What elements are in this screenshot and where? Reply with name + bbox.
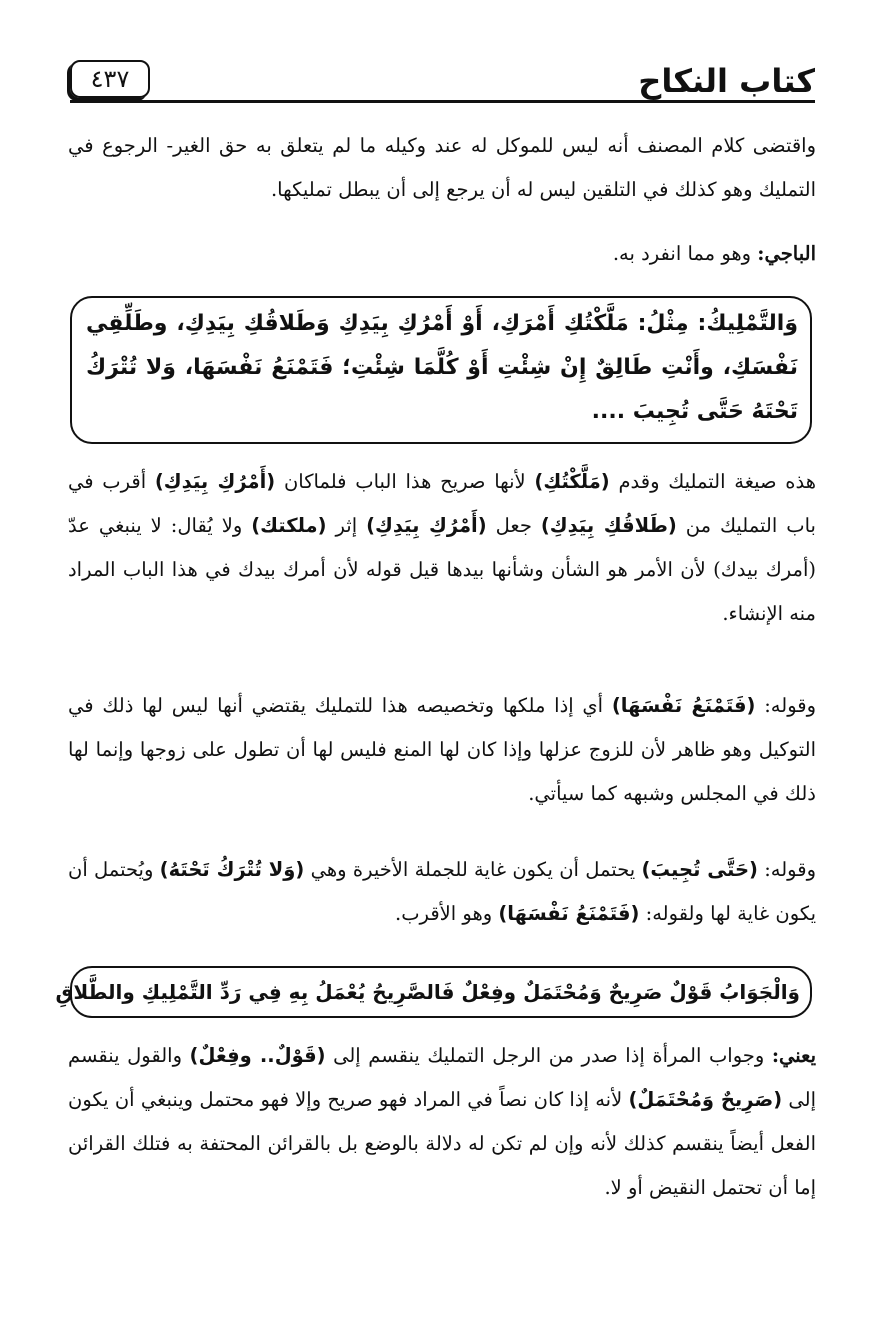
text: أقرب في باب التمليك من xyxy=(68,470,816,537)
quoted-term: (طَلاقُكِ بِيَدِكِ) xyxy=(540,514,677,537)
quoted-term: (حَتَّى تُجِيبَ) xyxy=(641,858,758,881)
text: وجواب المرأة إذا صدر من الرجل التمليك ينقسم إلى xyxy=(325,1044,772,1067)
text: يحتمل أن يكون غاية للجملة الأخيرة وهي xyxy=(304,858,642,881)
paragraph-1: واقتضى كلام المصنف أنه ليس للموكل له عند وكيله ما لم يتعلق به حق الغير- الرجوع في التمليك وهو كذلك في التلقين ليس له أن يرجع إلى أن يبطل تمليكها. xyxy=(68,134,816,201)
text: وقوله: xyxy=(755,694,817,717)
book-title: كتاب النكاح xyxy=(638,62,815,100)
paragraph-6 xyxy=(68,1034,816,1210)
quoted-term: (فَتَمْنَعُ نَفْسَهَا) xyxy=(498,902,640,925)
text: جعل xyxy=(486,514,541,537)
paragraph-2 xyxy=(68,232,816,276)
text: أي إذا ملكها وتخصيصه هذا للتمليك يقتضي أنها ليس لها ذلك في التوكيل وهو ظاهر لأن للزوج عزلها وإذا كان لها المنع فليس لها أن تطول على زوجها وإنما لها ذلك في المجلس وشبهه كما سيأتي. xyxy=(68,694,816,805)
page-number: ٤٣٧ xyxy=(70,60,150,98)
quoted-term: (أَمْرُكِ بِيَدِكِ) xyxy=(154,470,276,493)
matn-box-1-text: وَالتَّمْلِيكُ: مِثْلُ: مَلَّكْتُكِ أَمْرَكِ، أَوْ أَمْرُكِ بِيَدِكِ وَطَلاقُكِ بِيَدِكِ، وطَلِّقِي نَفْسَكِ، وأَنْتِ طَالِقٌ إِنْ شِئْتِ أَوْ كُلَّمَا شِئْتِ؛ فَتَمْنَعُ نَفْسَهَا، وَلا تُتْرَكُ تَحْتَهُ حَتَّى تُجِيبَ .... xyxy=(86,311,798,424)
text: وقوله: xyxy=(757,858,816,881)
text: هذه صيغة التمليك وقدم xyxy=(609,470,817,493)
header-rule xyxy=(70,100,815,103)
matn-box-2-text: وَالْجَوَابُ قَوْلٌ صَرِيحٌ وَمُحْتَمَلٌ وفِعْلٌ فَالصَّرِيحُ يُعْمَلُ بِهِ فِي رَدِّ التَّمْلِيكِ والطَّلاقِ xyxy=(55,980,800,1004)
matn-box-2 xyxy=(55,966,812,1018)
explanation-label: يعني: xyxy=(771,1044,816,1067)
matn-box-1 xyxy=(70,296,812,444)
quoted-term: (وَلا تُتْرَكُ تَحْتَهُ) xyxy=(159,858,305,881)
quoted-term: (قَوْلٌ.. وفِعْلٌ) xyxy=(189,1044,326,1067)
page-header xyxy=(70,58,815,104)
paragraph-2-text: وهو مما انفرد به. xyxy=(612,242,758,265)
quoted-term: (فَتَمْنَعُ نَفْسَهَا) xyxy=(611,694,756,717)
text: لأنه إذا كان نصاً في المراد فهو صريح وإلا فهو محتمل وينبغي أن يكون الفعل أيضاً ينقسم كذلك لأنه وإن لم تكن له دلالة بالوضع بل بالقرائن المحتفة به فتلك القرائن إما أن تحتمل النقيض أو لا. xyxy=(68,1088,816,1199)
quoted-term: (ملكتك) xyxy=(251,514,327,537)
paragraph-3 xyxy=(68,460,816,636)
quoted-term: (أَمْرُكِ بِيَدِكِ) xyxy=(366,514,487,537)
text: وهو الأقرب. xyxy=(395,902,499,925)
text: إثر xyxy=(326,514,367,537)
quoted-term: (صَرِيحٌ وَمُحْتَمَلٌ) xyxy=(628,1088,783,1111)
paragraph-5 xyxy=(68,848,816,936)
paragraph-4 xyxy=(68,684,816,816)
quoted-term: (مَلَّكْتُكِ) xyxy=(534,470,610,493)
text: لأنها صريح هذا الباب فلماكان xyxy=(275,470,535,493)
text: والقول ينقسم إلى xyxy=(68,1044,816,1111)
speaker-label: الباجي: xyxy=(757,242,816,265)
text: ولا يُقال: لا ينبغي عدّ (أمرك بيدك) لأن الأمر هو الشأن وشأنها بيدها قيل قوله لأن أمرك بيدك في هذا الباب المراد منه الإنشاء. xyxy=(68,514,816,625)
text: ويُحتمل أن يكون غاية لها ولقوله: xyxy=(68,858,816,925)
